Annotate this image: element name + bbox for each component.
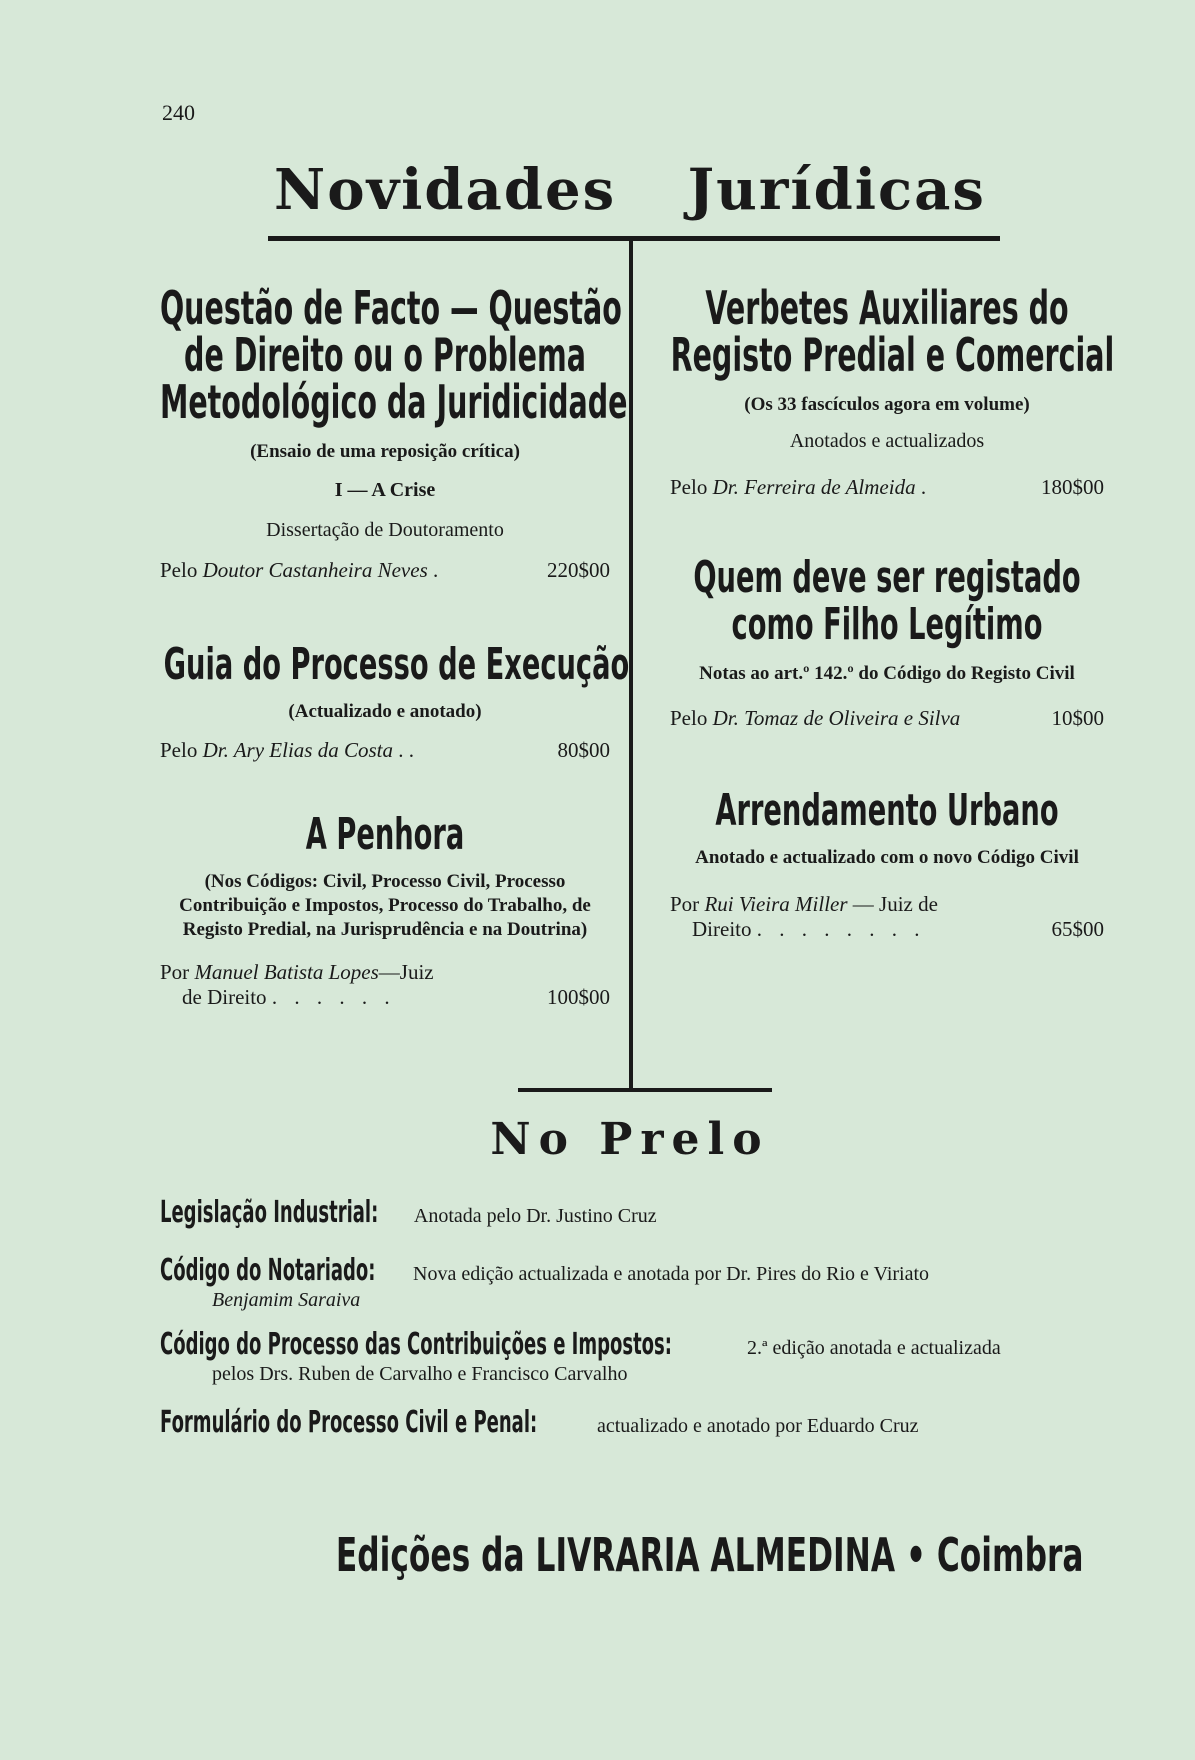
book-title-line: Verbetes Auxiliares do [705,281,1069,335]
prelo-item [160,1195,1110,1230]
book-title-line: como Filho Legítimo [731,599,1043,650]
author-line2: Direito [692,917,752,941]
author-prefix: Pelo [670,706,708,730]
leader-dots: . . . . . . . . [756,917,926,941]
book-a-penhora [160,811,610,1010]
prelo-item-label: Código do Processo das Contribuições e Impostos: [160,1327,672,1362]
author-name: Manuel Batista Lopes [194,960,379,984]
book-author-line [670,706,1104,731]
publisher-footer [160,1528,1090,1582]
book-price: 80$00 [557,738,610,762]
publisher-name: Edições da LIVRARIA ALMEDINA • Coimbra [335,1528,1084,1582]
prelo-title: No Prelo [490,1114,770,1165]
book-author-line [670,475,1104,500]
book-title: Arrendamento Urbano [715,785,1059,836]
author-name: Rui Vieira Miller [704,892,848,916]
book-quem-deve-ser-registado [670,554,1104,731]
book-title-line: Quem deve ser registado [693,552,1081,603]
author-prefix: Por [670,892,700,916]
book-verbetes-auxiliares [670,281,1115,500]
book-author-line [670,892,1104,942]
prelo-item-text: 2.ª edição anotada e actualizada [747,1337,1001,1359]
book-price: 100$00 [547,985,610,1009]
book-guia-processo-execucao [160,639,630,763]
right-column [670,281,1115,942]
main-title: Novidades Jurídicas [274,157,986,223]
page-number: 240 [162,100,195,125]
author-prefix: Pelo [160,558,198,582]
author-name: Doutor Castanheira Neves [202,558,428,582]
book-subtitle: Anotado e actualizado com o novo Código Civil [695,847,1079,868]
prelo-item-label: Legislação Industrial: [160,1195,379,1230]
book-price: 220$00 [547,558,610,582]
leader-dots: . [920,475,927,499]
book-questao-de-facto [159,281,628,583]
book-subtitle: (Nos Códigos: Civil, Processo Civil, Processo Contribuição e Impostos, Processo do Trabalho, de Registo Predial, na Jurisprudência e na Doutrina) [179,871,591,940]
book-price: 10$00 [1051,706,1104,730]
author-line2: de Direito [182,985,267,1009]
book-subtitle: (Actualizado e anotado) [288,701,482,722]
column-divider [629,236,633,1088]
book-note: Dissertação de Doutoramento [266,519,504,541]
book-author-line [160,738,610,763]
prelo-item-continuation: pelos Drs. Ruben de Carvalho e Francisco Carvalho [212,1363,628,1385]
prelo-item [160,1253,1110,1313]
prelo-item-text: Anotada pelo Dr. Justino Cruz [413,1205,657,1227]
book-title-line: Questão de Facto — Questão [159,281,622,335]
prelo-item-text: actualizado e anotado por Eduardo Cruz [597,1415,919,1437]
left-column [159,281,630,1010]
leader-dots: . . . . . . [271,985,396,1009]
prelo-item-label: Código do Notariado: [160,1253,376,1288]
author-name: Dr. Tomaz de Oliveira e Silva [712,706,961,730]
prelo-item-text: Nova edição actualizada e anotada por Dr. Pires do Rio e Viriato [413,1263,930,1285]
prelo-item-label: Formulário do Processo Civil e Penal: [160,1405,538,1440]
author-suffix: —Juiz [378,960,434,984]
book-title-line: Registo Predial e Comercial [670,328,1115,382]
book-author-line [160,960,610,1010]
prelo-item [160,1405,1110,1440]
book-price: 65$00 [1051,917,1104,941]
leader-dots: . [433,558,439,582]
leader-dots: . . [398,738,414,762]
book-note: Anotados e actualizados [789,430,985,452]
book-author-line [160,558,610,583]
book-subtitle: Notas ao art.º 142.º do Código do Registo Civil [699,663,1075,684]
book-part: I — A Crise [334,479,436,501]
book-title: Guia do Processo de Execução [163,639,630,690]
book-title-line: Metodológico da Juridicidade [159,375,628,429]
author-name: Dr. Ferreira de Almeida [712,475,916,499]
book-arrendamento-urbano [670,787,1104,942]
book-title-line: de Direito ou o Problema [184,328,586,382]
bottom-rule [518,1088,772,1092]
author-prefix: Por [160,960,190,984]
author-name: Dr. Ary Elias da Costa [202,738,393,762]
book-price: 180$00 [1041,475,1104,499]
book-subtitle: (Ensaio de uma reposição crítica) [250,441,520,462]
book-title: A Penhora [305,809,465,860]
author-suffix: — Juiz de [852,892,938,916]
title-rule [268,236,1000,241]
author-prefix: Pelo [670,475,708,499]
prelo-item-continuation: Benjamim Saraiva [212,1289,361,1311]
book-subtitle: (Os 33 fascículos agora em volume) [744,394,1030,415]
author-prefix: Pelo [160,738,198,762]
prelo-item [160,1327,1110,1387]
